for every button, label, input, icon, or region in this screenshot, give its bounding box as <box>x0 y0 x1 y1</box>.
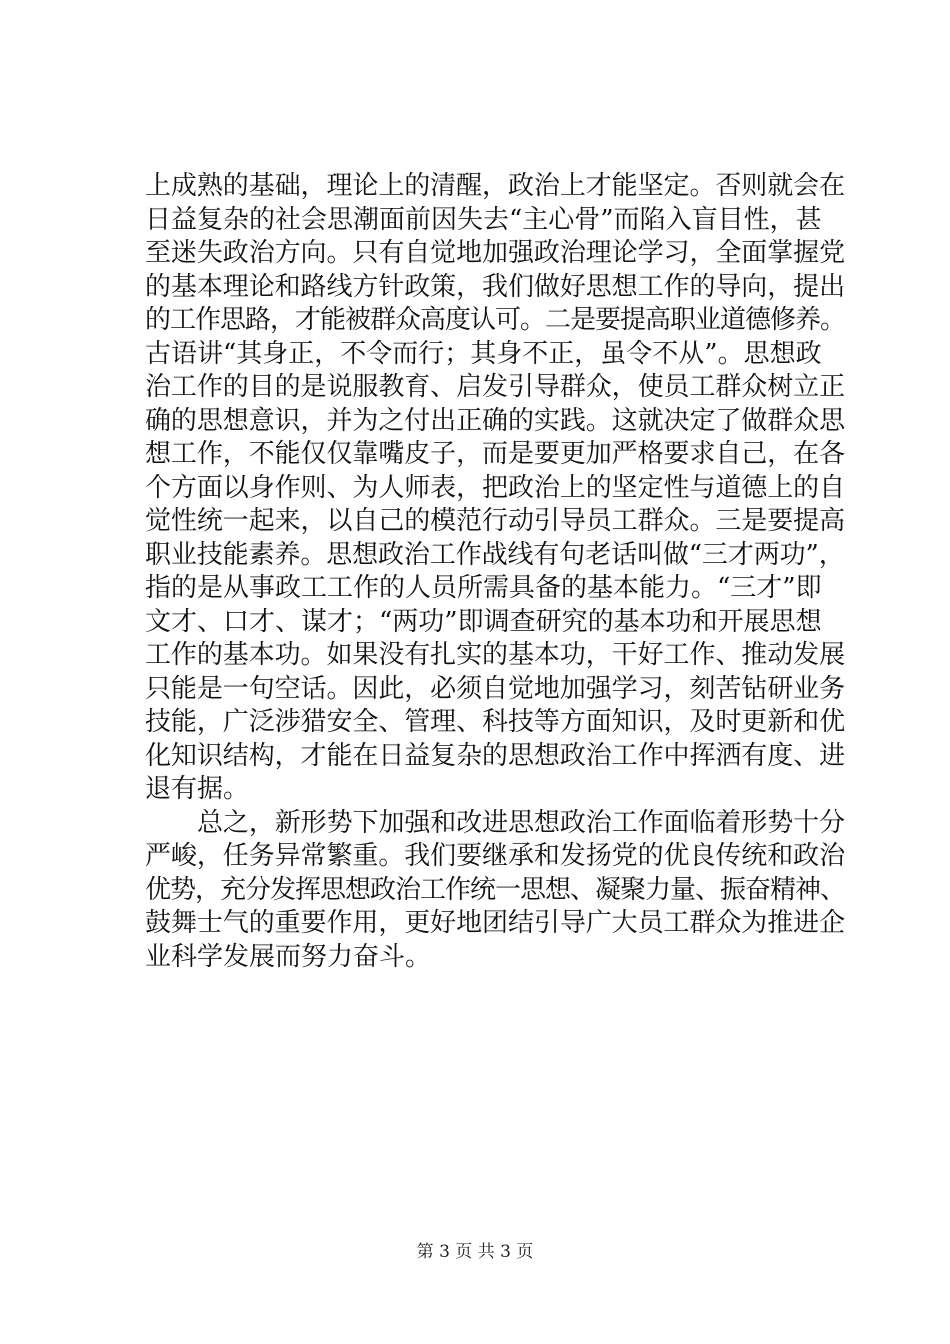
text-line: 确的思想意识，并为之付出正确的实践。这就决定了做群众思 <box>145 405 846 436</box>
text-line: 古语讲“其身正，不令而行；其身不正，虽令不从”。思想政 <box>145 338 822 369</box>
text-line: 鼓舞士气的重要作用，更好地团结引导广大员工群众为推进企 <box>145 908 846 938</box>
text-line: 职业技能素养。思想政治工作战线有句老话叫做“三才两功”， <box>145 539 845 570</box>
text-line: 工作的基本功。如果没有扎实的基本功，干好工作、推动发展 <box>145 640 846 670</box>
text-line: 至迷失政治方向。只有自觉地加强政治理论学习，全面掌握党 <box>145 238 846 268</box>
text-line: 的工作思路，才能被群众高度认可。二是要提高职业道德修养。 <box>145 305 846 335</box>
page-number-footer: 第 3 页 共 3 页 <box>416 1242 534 1262</box>
text-line: 退有据。 <box>145 774 250 804</box>
text-line: 技能，广泛涉猎安全、管理、科技等方面知识，及时更新和优 <box>145 707 846 737</box>
text-line: 优势，充分发挥思想政治工作统一思想、凝聚力量、振奋精神、 <box>145 874 846 905</box>
text-line: 文才、口才、谋才；“两功”即调查研究的基本功和开展思想 <box>145 606 822 637</box>
text-line: 只能是一句空话。因此，必须自觉地加强学习，刻苦钻研业务 <box>145 673 846 704</box>
text-line: 指的是从事政工工作的人员所需具备的基本能力。“三才”即 <box>145 573 822 603</box>
text-line: 严峻，任务异常繁重。我们要继承和发扬党的优良传统和政治 <box>145 841 846 871</box>
text-line: 治工作的目的是说服教育、启发引导群众，使员工群众树立正 <box>145 372 846 402</box>
body-text <box>145 170 845 974</box>
text-line: 觉性统一起来，以自己的模范行动引导员工群众。三是要提高 <box>145 506 846 536</box>
text-line: 的基本理论和路线方针政策，我们做好思想工作的导向，提出 <box>145 271 846 302</box>
text-line: 化知识结构，才能在日益复杂的思想政治工作中挥洒有度、进 <box>145 740 846 771</box>
text-line: 总之，新形势下加强和改进思想政治工作面临着形势十分 <box>197 807 846 838</box>
text-line: 业科学发展而努力奋斗。 <box>145 941 432 972</box>
text-line: 想工作，不能仅仅靠嘴皮子，而是要更加严格要求自己，在各 <box>145 439 846 469</box>
text-line: 上成熟的基础，理论上的清醒，政治上才能坚定。否则就会在 <box>145 171 846 201</box>
text-line: 日益复杂的社会思潮面前因失去“主心骨”而陷入盲目性，甚 <box>145 204 822 235</box>
text-line: 个方面以身作则、为人师表，把政治上的坚定性与道德上的自 <box>145 472 846 503</box>
